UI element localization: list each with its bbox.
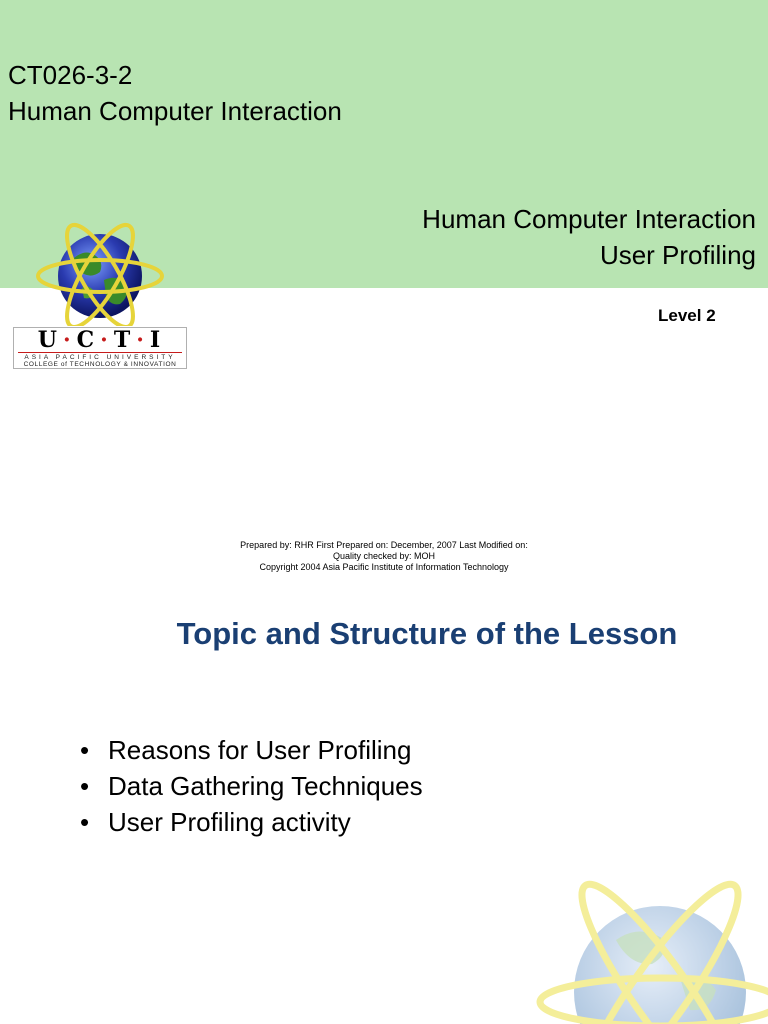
logo-wordmark: [13, 327, 187, 369]
logo-letters: U · C · T · I: [37, 327, 163, 353]
atom-globe-watermark-icon: [520, 880, 768, 1024]
level-label: Level 2: [658, 306, 716, 325]
credits-prepared: Prepared by: RHR First Prepared on: December, 2007 Last Modified on:: [240, 540, 528, 550]
bullet-icon: •: [80, 735, 90, 765]
credits-copyright: Copyright 2004 Asia Pacific Institute of Information Technology: [259, 562, 509, 572]
logo-divider: [18, 352, 182, 353]
course-name: Human Computer Interaction: [8, 96, 342, 126]
topic-list: [80, 732, 423, 840]
logo-subtitle-college: COLLEGE of TECHNOLOGY & INNOVATION: [23, 361, 177, 368]
atom-globe-icon: [34, 218, 166, 326]
bullet-icon: •: [80, 771, 90, 801]
bullet-icon: •: [80, 807, 90, 837]
slide-subtitle: User Profiling: [599, 240, 756, 270]
list-item: • Data Gathering Techniques: [80, 768, 423, 804]
slide-title: Human Computer Interaction: [422, 204, 756, 234]
course-code: CT026-3-2: [8, 60, 133, 90]
logo-subtitle-university: ASIA PACIFIC UNIVERSITY: [24, 354, 176, 361]
list-item: • User Profiling activity: [80, 804, 423, 840]
lesson-title: Topic and Structure of the Lesson: [176, 616, 678, 651]
credits-block: [0, 540, 768, 573]
credits-quality: Quality checked by: MOH: [332, 551, 436, 561]
list-item: • Reasons for User Profiling: [80, 732, 423, 768]
